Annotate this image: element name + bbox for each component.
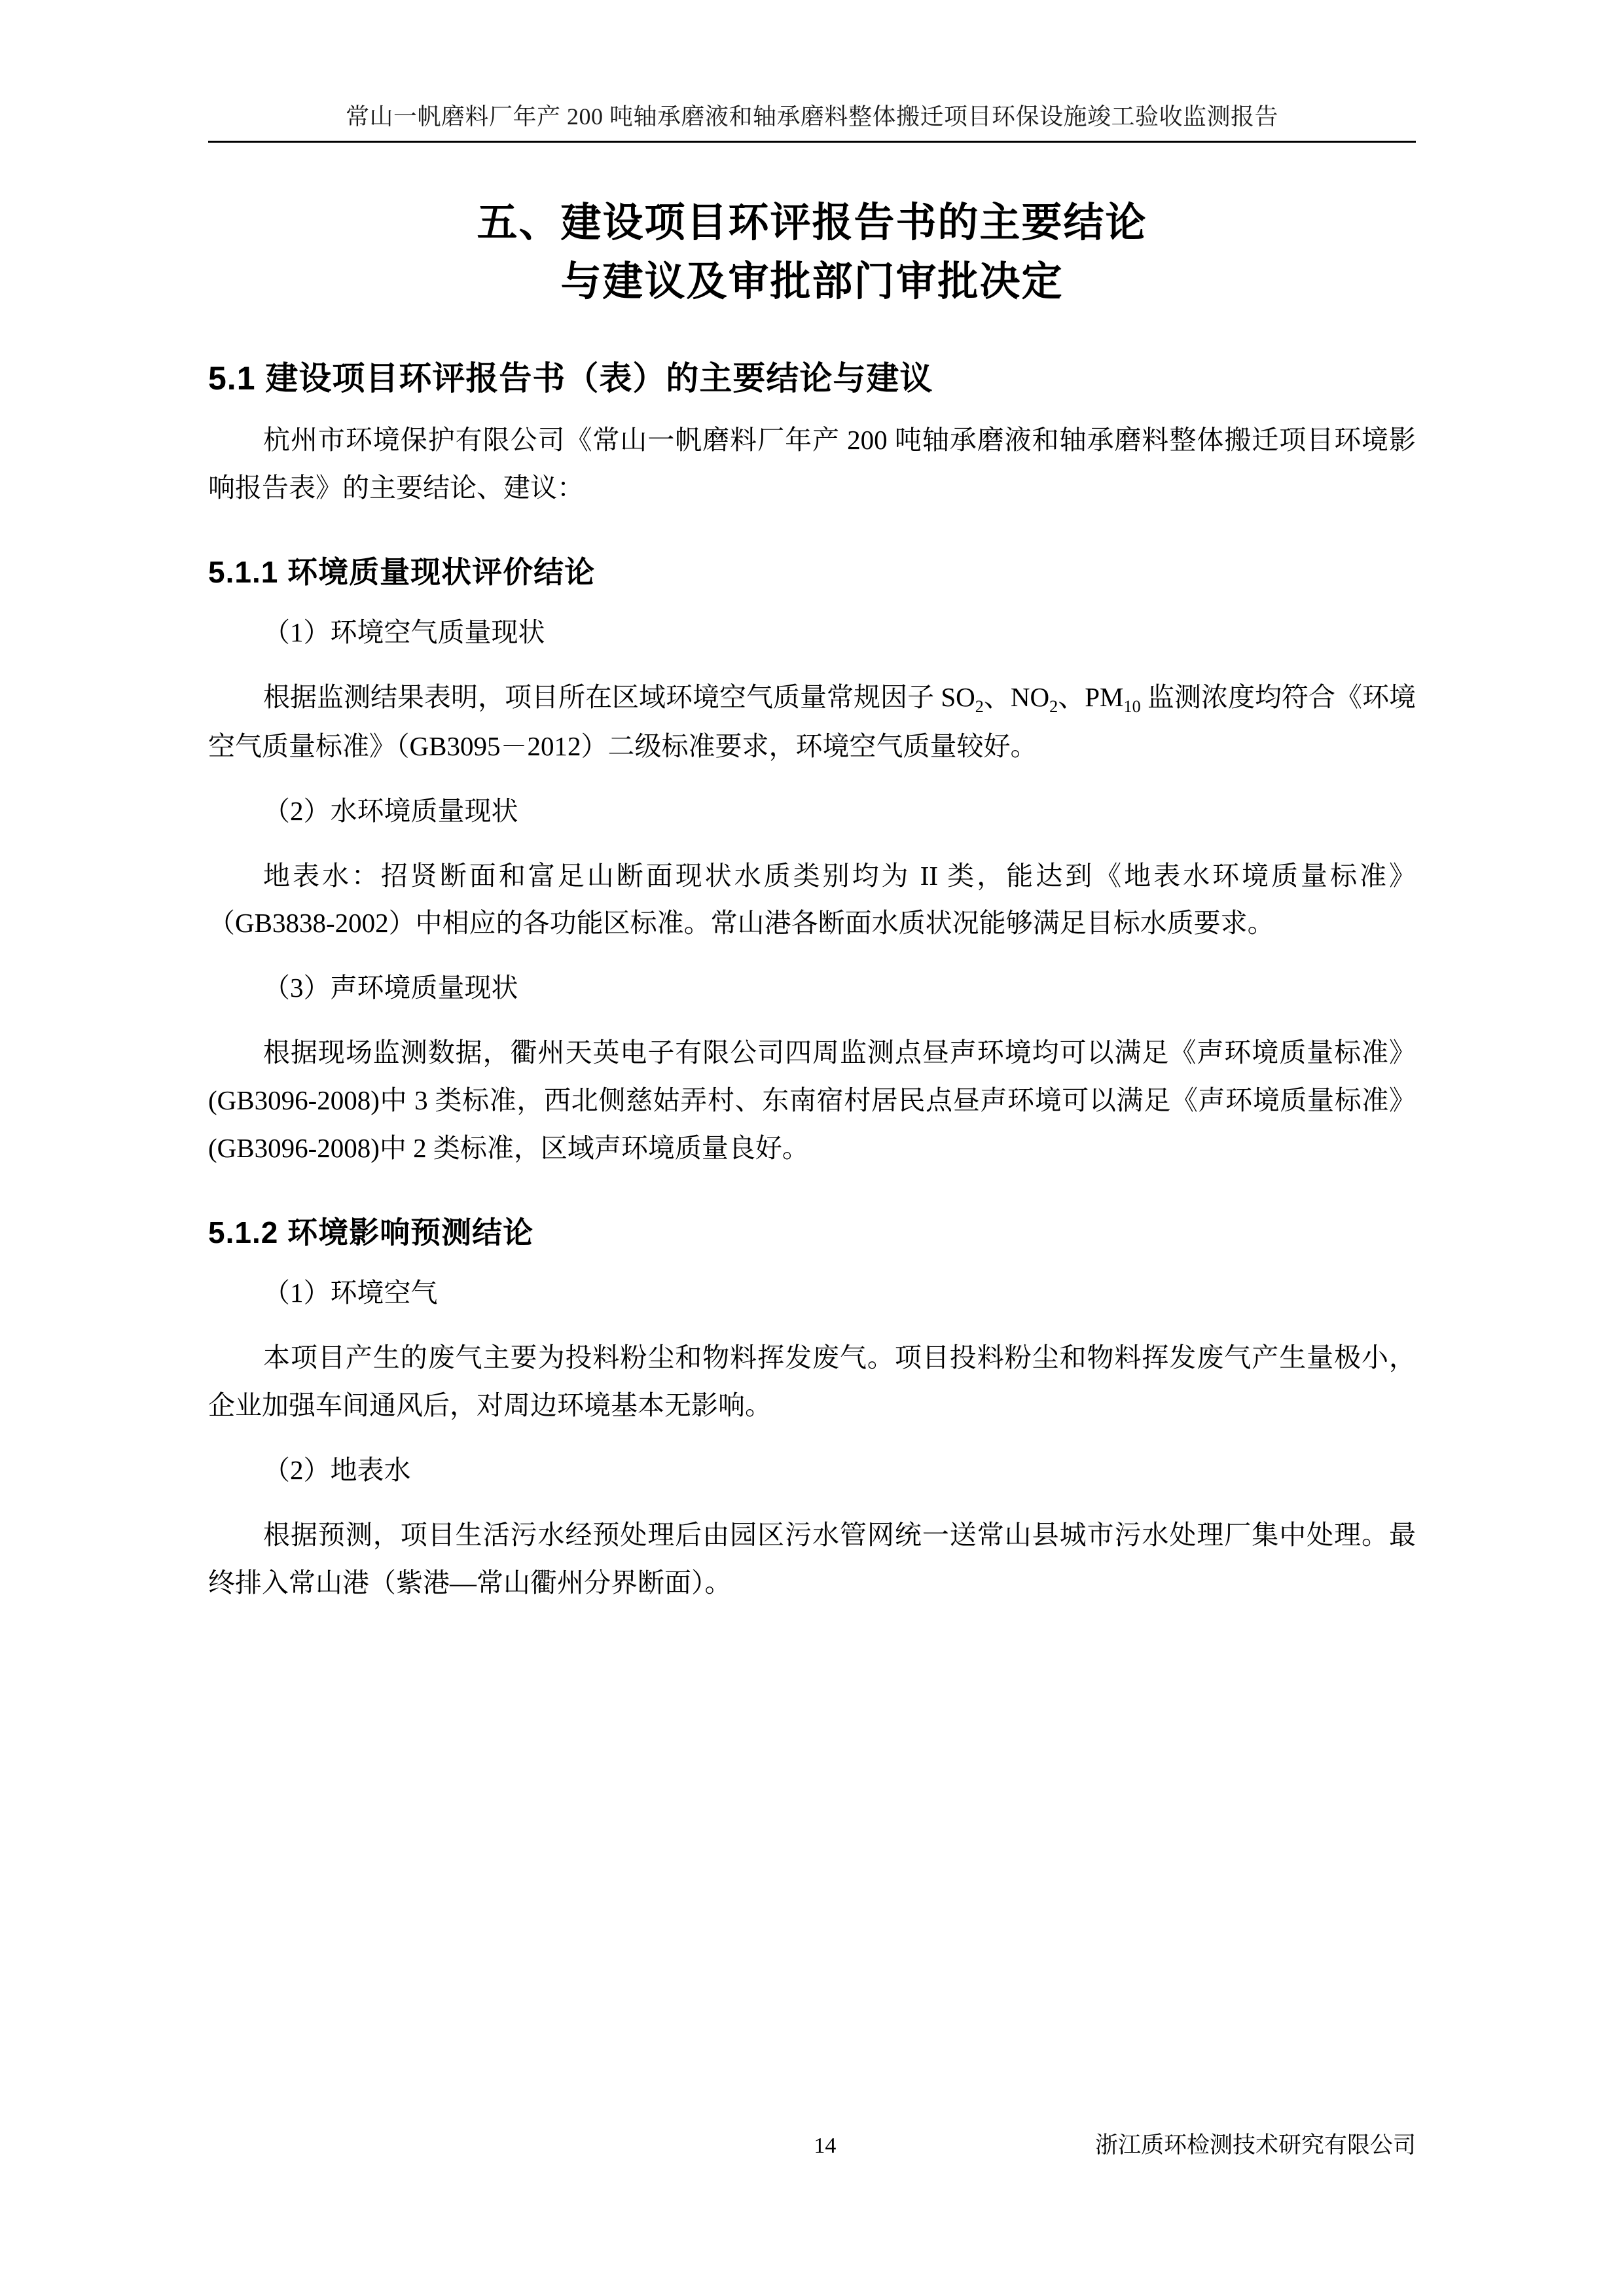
section-5-1-2-paragraph-2: 根据预测，项目生活污水经预处理后由园区污水管网统一送常山县城市污水处理厂集中处理。最终排入常山港（紫港—常山衢州分界断面）。 (208, 1520, 1416, 1598)
section-5-1-1-heading: 5.1.1 环境质量现状评价结论 (208, 554, 596, 589)
section-5-1-1-item-2: （2）水环境质量现状 (263, 795, 518, 826)
chapter-title (208, 194, 1416, 312)
section-5-1-heading: 5.1 建设项目环评报告书（表）的主要结论与建议 (208, 359, 933, 397)
header-divider (208, 141, 1416, 143)
page-footer (208, 2127, 1416, 2160)
so2-subscript: 2 (975, 696, 984, 716)
footer-organization: 浙江质环检测技术研究有限公司 (1094, 2132, 1416, 2158)
page-number: 14 (814, 2134, 837, 2158)
pm10-subscript: 10 (1123, 696, 1141, 716)
section-5-1-1-paragraph-1 (208, 673, 1416, 770)
air-quality-text-d: 监测浓度均符合《环境空气质量标准》（GB3095－2012）二级标准要求，环境空气质量较好。 (208, 681, 1416, 761)
chapter-title-line-1: 五、建设项目环评报告书的主要结论 (477, 200, 1147, 245)
running-header: 常山一帆磨料厂年产 200 吨轴承磨液和轴承磨料整体搬迁项目环保设施竣工验收监测报告 (345, 103, 1278, 130)
no2-subscript: 2 (1049, 696, 1058, 716)
footer-row (208, 2127, 1416, 2160)
section-5-1-1-paragraph-3: 根据现场监测数据，衢州天英电子有限公司四周监测点昼声环境均可以满足《声环境质量标准》(GB3096-2008)中 3 类标准，西北侧慈姑弄村、东南宿村居民点昼声环境可以满足《声环境质量标准》(GB3096-2008)中 2 类标准，区域声环境质量良好。 (208, 1037, 1416, 1164)
page-content (208, 98, 1416, 1607)
section-5-1-2-heading: 5.1.2 环境影响预测结论 (208, 1215, 534, 1250)
section-5-1-1-item-1: （1）环境空气质量现状 (263, 617, 545, 647)
air-quality-text-b: 、NO (983, 681, 1050, 712)
chapter-title-line-2: 与建议及审批部门审批决定 (560, 259, 1064, 304)
section-5-1-2-item-1: （1）环境空气 (263, 1278, 438, 1308)
section-5-1-paragraph: 杭州市环境保护有限公司《常山一帆磨料厂年产 200 吨轴承磨液和轴承磨料整体搬迁项目环境影响报告表》的主要结论、建议： (208, 424, 1416, 503)
section-5-1-2-item-2: （2）地表水 (263, 1455, 411, 1486)
section-5-1-1-paragraph-2: 地表水：招贤断面和富足山断面现状水质类别均为 II 类，能达到《地表水环境质量标准》（GB3838-2002）中相应的各功能区标准。常山港各断面水质状况能够满足目标水质要求。 (208, 860, 1416, 939)
section-5-1-2-paragraph-1: 本项目产生的废气主要为投料粉尘和物料挥发废气。项目投料粉尘和物料挥发废气产生量极小，企业加强车间通风后，对周边环境基本无影响。 (208, 1342, 1416, 1421)
air-quality-text-a: 根据监测结果表明，项目所在区域环境空气质量常规因子 SO (263, 681, 975, 712)
air-quality-text-c: 、PM (1058, 681, 1124, 712)
section-5-1-1-item-3: （3）声环境质量现状 (263, 973, 518, 1003)
